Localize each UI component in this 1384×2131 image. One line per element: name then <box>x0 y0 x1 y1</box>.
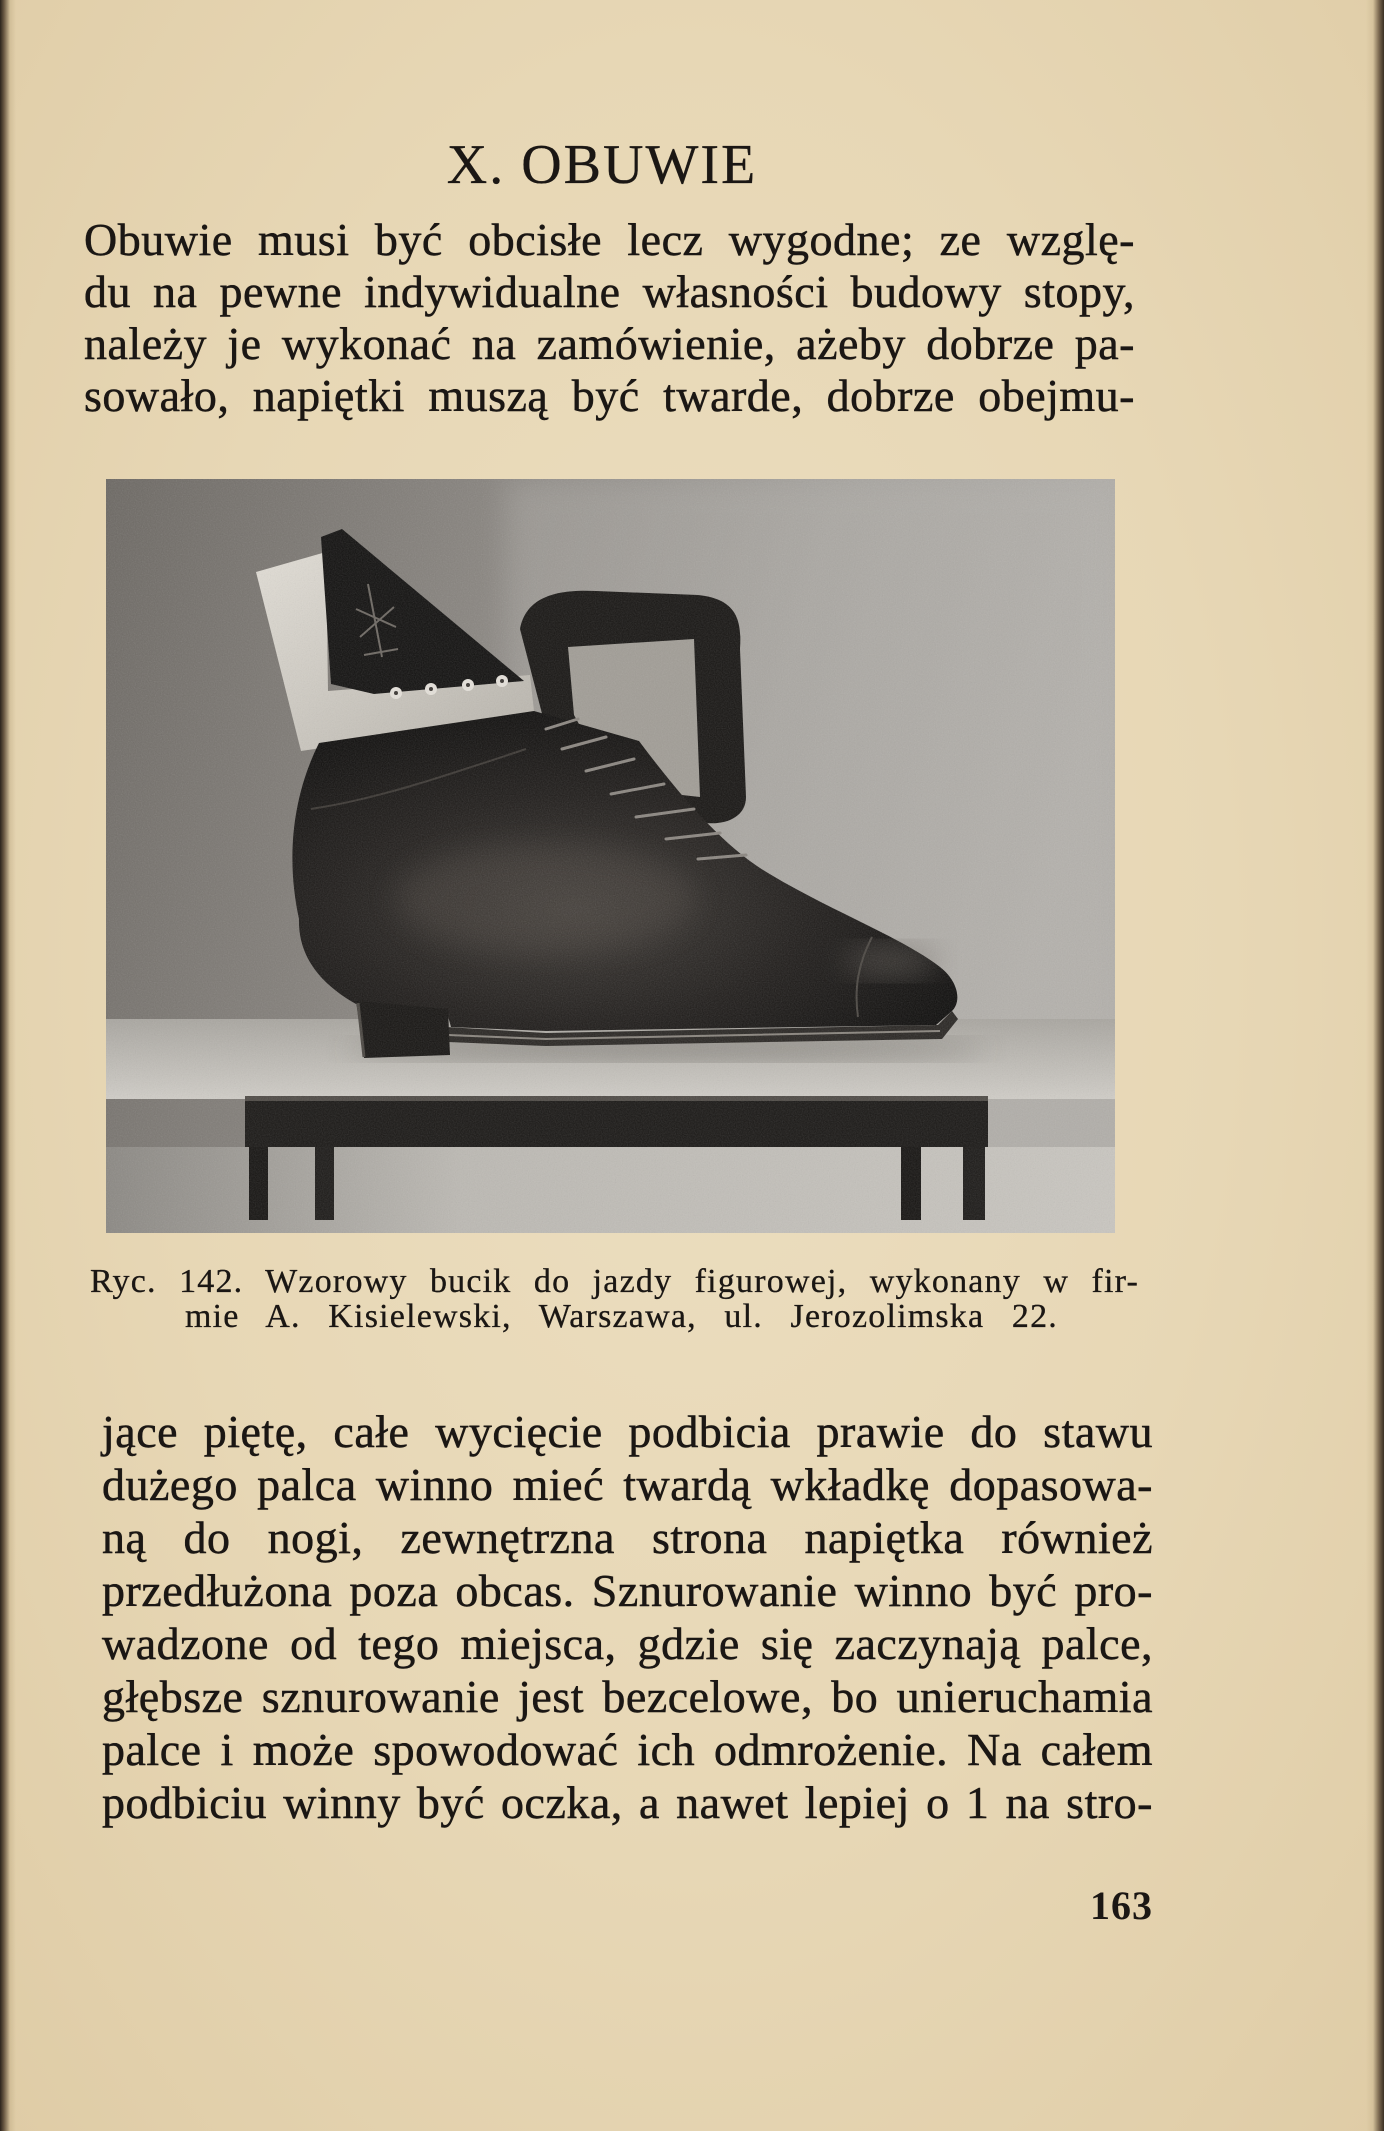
paragraph-line: wadzone od tego miejsca, gdzie się zaczynają palce, <box>102 1618 1153 1669</box>
paragraph-line: głębsze sznurowanie jest bezcelowe, bo unieruchamia <box>102 1671 1153 1722</box>
photo-grain <box>106 479 1115 1233</box>
paragraph-line: przedłużona poza obcas. Sznurowanie winno być pro- <box>102 1565 1153 1616</box>
paragraph-line: du na pewne indywidualne własności budowy stopy, <box>84 266 1135 317</box>
page-edge-left <box>0 0 16 2131</box>
caption-line: mie A. Kisielewski, Warszawa, ul. Jerozolimska 22. <box>185 1298 1058 1335</box>
figure-photo <box>106 479 1115 1233</box>
paragraph-line: Obuwie musi być obcisłe lecz wygodne; ze wzglę- <box>84 214 1135 265</box>
paragraph-line: jące piętę, całe wycięcie podbicia prawie do stawu <box>102 1406 1153 1457</box>
page-number: 163 <box>1090 1883 1153 1928</box>
paragraph-line: podbiciu winny być oczka, a nawet lepiej o 1 na stro- <box>102 1777 1153 1828</box>
page-edge-right <box>1366 0 1384 2131</box>
chapter-title: X. OBUWIE <box>446 134 758 196</box>
paragraph-line: sowało, napiętki muszą być twarde, dobrze obejmu- <box>84 370 1135 421</box>
paragraph-line: ną do nogi, zewnętrzna strona napiętka również <box>102 1512 1153 1563</box>
paragraph-line: palce i może spowodować ich odmrożenie. Na całem <box>102 1724 1153 1775</box>
paragraph-line: dużego palca winno mieć twardą wkładkę dopasowa- <box>102 1459 1153 1510</box>
caption-line: Ryc. 142. Wzorowy bucik do jazdy figurowej, wykonany w fir- <box>90 1263 1139 1300</box>
paragraph-line: należy je wykonać na zamówienie, ażeby dobrze pa- <box>84 318 1135 369</box>
